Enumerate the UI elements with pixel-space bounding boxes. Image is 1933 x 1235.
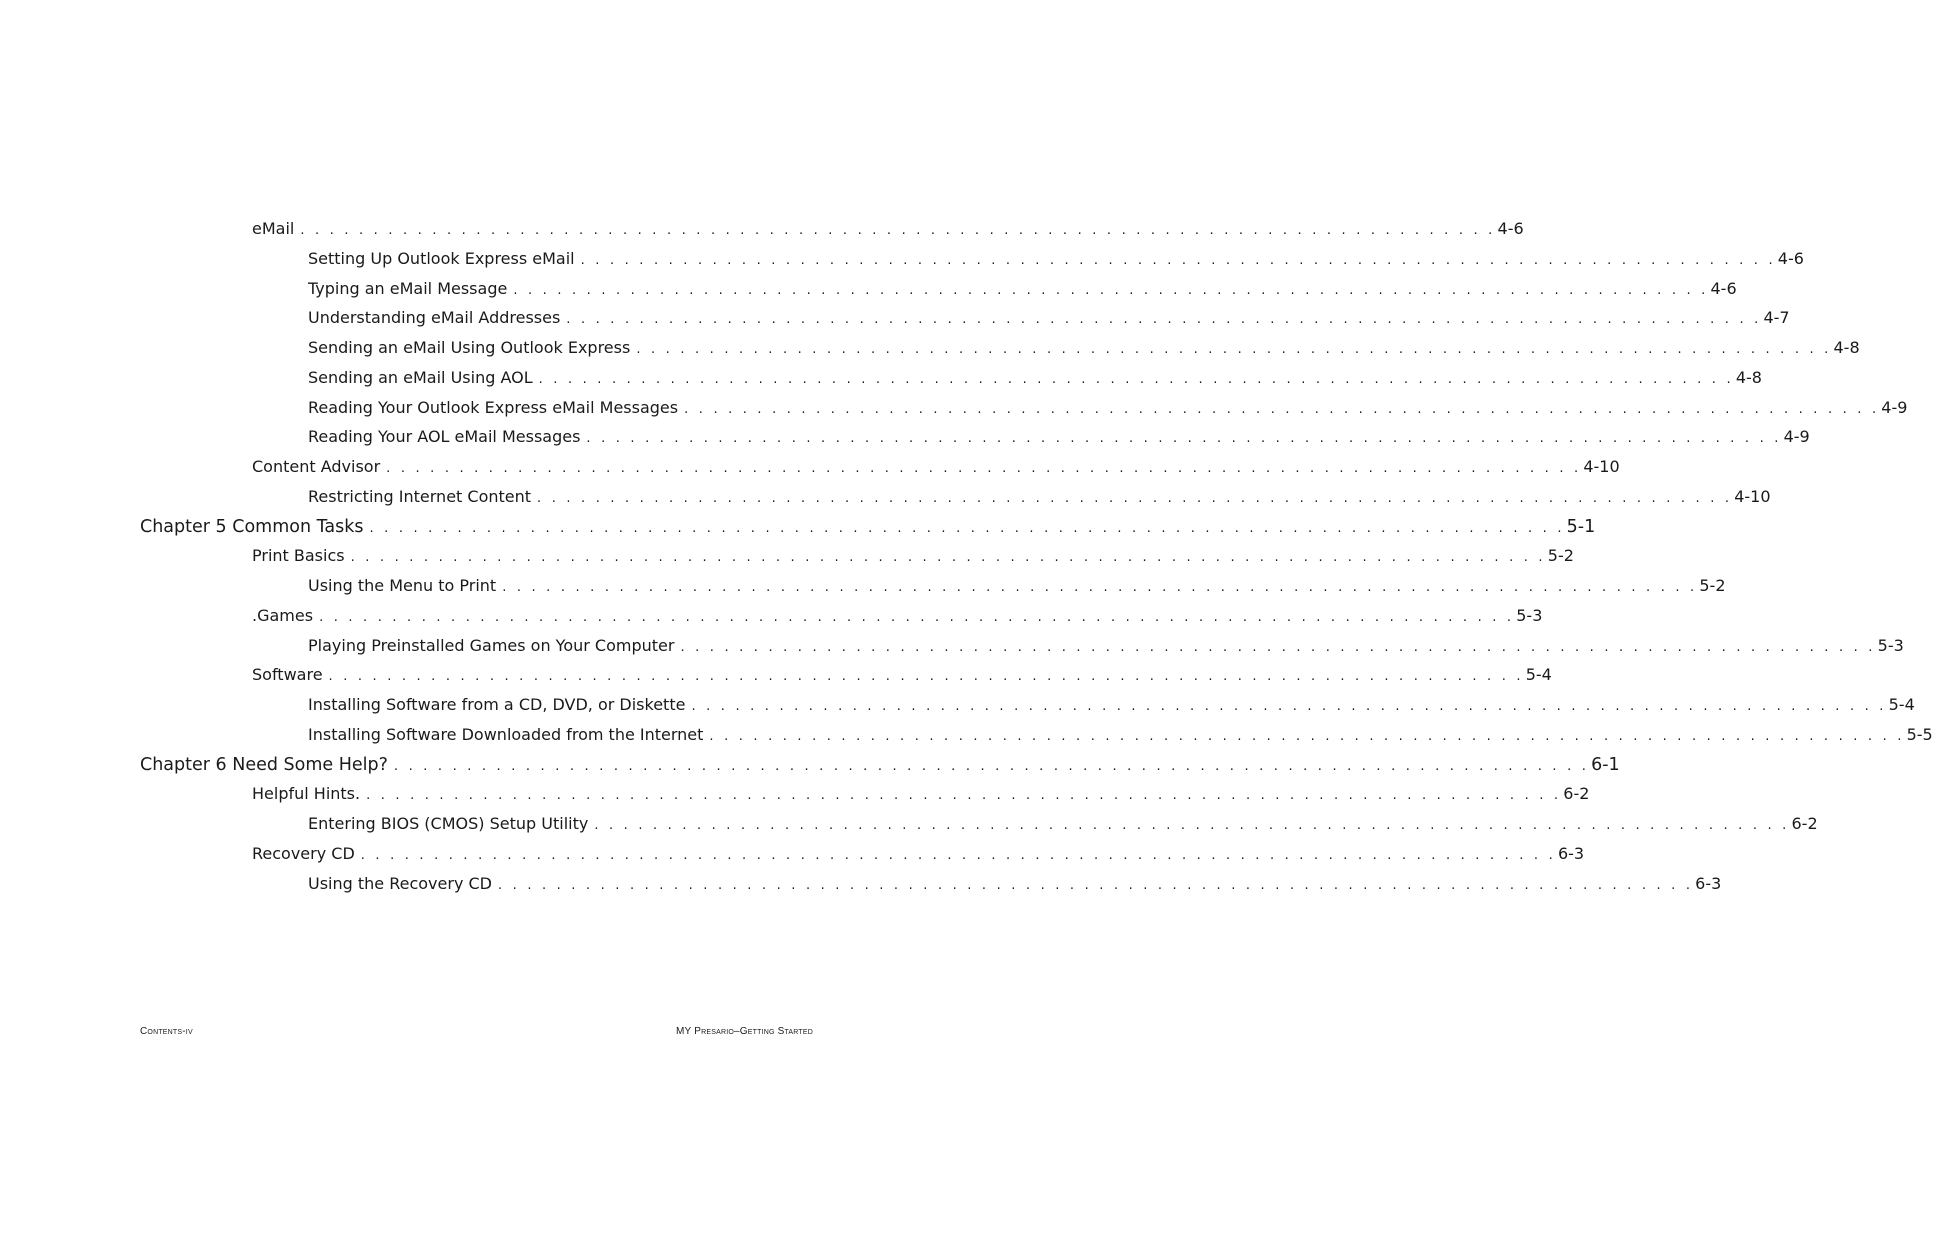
toc-leader-dots: . . . . . . . . . . . . . . . . . . . . . . . . . . . . . . . . . . . . . . . . . . . . . . . . . . . . . . . . . . . . . . . . . . . . . . . . . . . . . . . . . . (538, 371, 1734, 387)
toc-entry-page: 4-7 (1763, 308, 1790, 328)
toc-entry-page: 5-2 (1699, 576, 1726, 595)
toc-entry-title: Restricting Internet Content (308, 486, 532, 506)
toc-leader-dots: . . . . . . . . . . . . . . . . . . . . . . . . . . . . . . . . . . . . . . . . . . . . . . . . . . . . . . . . . . . . . . . . . . . . . . . . . . . . . . . . . . (502, 580, 1698, 595)
toc-leader-dots: . . . . . . . . . . . . . . . . . . . . . . . . . . . . . . . . . . . . . . . . . . . . . . . . . . . . . . . . . . . . . . . . . . . . . . . . . . . . . . . . . . (369, 520, 1565, 536)
toc-chapter-entry (140, 753, 1620, 777)
toc-entry-title: Content Advisor (252, 457, 381, 476)
toc-leader-dots: . . . . . . . . . . . . . . . . . . . . . . . . . . . . . . . . . . . . . . . . . . . . . . . . . . . . . . . . . . . . . . . . . . . . . . . . . . . . . . . . . . (366, 788, 1562, 804)
toc-leader-dots: . . . . . . . . . . . . . . . . . . . . . . . . . . . . . . . . . . . . . . . . . . . . . . . . . . . . . . . . . . . . . . . . . . . . . . . . . . . . . . . . . . (497, 877, 1694, 893)
toc-entry-page: 4-9 (1783, 427, 1810, 447)
toc-entry-page: 4-8 (1735, 367, 1762, 387)
toc-leader-dots: . . . . . . . . . . . . . . . . . . . . . . . . . . . . . . . . . . . . . . . . . . . . . . . . . . . . . . . . . . . . . . . . . . . . . . . . . . . . . . . . . . (537, 490, 1733, 506)
toc-leader-dots: . . . . . . . . . . . . . . . . . . . . . . . . . . . . . . . . . . . . . . . . . . . . . . . . . . . . . . . . . . . . . . . . . . . . . . . . . . . . . . . . . . (691, 699, 1887, 714)
toc-leader-dots: . . . . . . . . . . . . . . . . . . . . . . . . . . . . . . . . . . . . . . . . . . . . . . . . . . . . . . . . . . . . . . . . . . . . . . . . . . . . . . . . . . (580, 252, 1776, 268)
toc-entry (252, 663, 1552, 687)
toc-leader-dots: . . . . . . . . . . . . . . . . . . . . . . . . . . . . . . . . . . . . . . . . . . . . . . . . . . . . . . . . . . . . . . . . . . . . . . . . . . . . . . . . . . (360, 847, 1556, 863)
toc-entry-title: Installing Software from a CD, DVD, or Diskette (308, 695, 686, 714)
toc-entry-title: .Games (252, 605, 314, 625)
toc-entry (252, 782, 1590, 806)
toc-entry-title: Reading Your Outlook Express eMail Messages (308, 397, 679, 417)
toc-entry-page: 5-5 (1906, 724, 1933, 744)
toc-leader-dots: . . . . . . . . . . . . . . . . . . . . . . . . . . . . . . . . . . . . . . . . . . . . . . . . . . . . . . . . . . . . . . . . . . . . . . . . . . . . . . . . . . (566, 312, 1762, 328)
toc-entry (308, 693, 1915, 717)
toc-leader-dots: . . . . . . . . . . . . . . . . . . . . . . . . . . . . . . . . . . . . . . . . . . . . . . . . . . . . . . . . . . . . . . . . . . . . . . . . . . . . . . . . . . (350, 550, 1546, 566)
toc-entry (252, 217, 1524, 241)
toc-entry-page: 5-3 (1877, 635, 1904, 655)
toc-entry-page: 4-8 (1833, 338, 1860, 357)
toc-entry (308, 425, 1810, 449)
toc-entry (308, 306, 1790, 330)
toc-entry-page: 4-10 (1583, 457, 1620, 476)
toc-entry-page: 4-9 (1881, 397, 1908, 417)
toc-entry (308, 812, 1818, 836)
toc-entry-title: Typing an eMail Message (308, 278, 508, 298)
toc-entry-title: Entering BIOS (CMOS) Setup Utility (308, 814, 589, 833)
toc-leader-dots: . . . . . . . . . . . . . . . . . . . . . . . . . . . . . . . . . . . . . . . . . . . . . . . . . . . . . . . . . . . . . . . . . . . . . . . . . . . . . . . . . . (586, 431, 1782, 447)
toc-leader-dots: . . . . . . . . . . . . . . . . . . . . . . . . . . . . . . . . . . . . . . . . . . . . . . . . . . . . . . . . . . . . . . . . . . . . . . . . . . . . . . . . . . (319, 609, 1515, 625)
toc-entry-title: Chapter 5 Common Tasks (140, 516, 364, 537)
footer-book-title: MY Presario–Getting Started (676, 1026, 813, 1037)
toc-leader-dots: . . . . . . . . . . . . . . . . . . . . . . . . . . . . . . . . . . . . . . . . . . . . . . . . . . . . . . . . . . . . . . . . . . . . . . . . . . . . . . . . . . (393, 758, 1590, 774)
toc-leader-dots: . . . . . . . . . . . . . . . . . . . . . . . . . . . . . . . . . . . . . . . . . . . . . . . . . . . . . . . . . . . . . . . . . . . . . . . . . . . . . . . . . . (636, 342, 1832, 357)
toc-entry (252, 544, 1574, 568)
toc-entry-title: Sending an eMail Using Outlook Express (308, 338, 631, 357)
footer-page-label: Contents-iv (140, 1026, 193, 1037)
toc-entry-page: 5-4 (1888, 695, 1915, 714)
toc-entry (308, 366, 1762, 390)
toc-entry-page: 6-3 (1695, 873, 1722, 893)
toc-leader-dots: . . . . . . . . . . . . . . . . . . . . . . . . . . . . . . . . . . . . . . . . . . . . . . . . . . . . . . . . . . . . . . . . . . . . . . . . . . . . . . . . . . (680, 639, 1876, 655)
toc-entry-title: Installing Software Downloaded from the Internet (308, 724, 704, 744)
toc-leader-dots: . . . . . . . . . . . . . . . . . . . . . . . . . . . . . . . . . . . . . . . . . . . . . . . . . . . . . . . . . . . . . . . . . . . . . . . . . . . . . . . . . . (684, 401, 1880, 417)
toc-entry-page: 4-6 (1497, 219, 1524, 238)
toc-entry-page: 6-1 (1591, 754, 1620, 775)
toc-entry-title: Helpful Hints. (252, 784, 361, 804)
toc-entry-title: Print Basics (252, 546, 345, 566)
toc-entry-title: Recovery CD (252, 843, 355, 863)
toc-leader-dots: . . . . . . . . . . . . . . . . . . . . . . . . . . . . . . . . . . . . . . . . . . . . . . . . . . . . . . . . . . . . . . . . . . . . . . . . . . . . . . . . . . (709, 728, 1905, 744)
toc-entry (308, 277, 1737, 301)
toc-entry-title: Reading Your AOL eMail Messages (308, 427, 581, 447)
toc-entry-title: Software (252, 665, 323, 685)
toc-entry-title: Using the Recovery CD (308, 873, 492, 893)
toc-entry (308, 396, 1908, 420)
toc-entry-title: eMail (252, 219, 295, 238)
toc-entry-page: 6-2 (1563, 784, 1590, 804)
toc-entry-page: 5-2 (1547, 546, 1574, 566)
toc-leader-dots: . . . . . . . . . . . . . . . . . . . . . . . . . . . . . . . . . . . . . . . . . . . . . . . . . . . . . . . . . . . . . . . . . . . . . . . . . . . . . . . . . . (386, 461, 1582, 476)
toc-entry-page: 4-6 (1710, 278, 1737, 298)
toc-leader-dots: . . . . . . . . . . . . . . . . . . . . . . . . . . . . . . . . . . . . . . . . . . . . . . . . . . . . . . . . . . . . . . . . . . . . . . . . . . . . . . . . . . (300, 223, 1496, 238)
toc-entry-page: 6-3 (1557, 843, 1585, 863)
toc-entry-page: 6-2 (1791, 814, 1818, 833)
toc-entry-page: 4-6 (1777, 248, 1804, 268)
toc-entry (308, 485, 1771, 509)
toc-entry-page: 5-3 (1516, 605, 1543, 625)
toc-entry-title: Sending an eMail Using AOL (308, 367, 533, 387)
toc-entry (252, 604, 1543, 628)
toc-entry (308, 336, 1860, 360)
toc-entry-title: Playing Preinstalled Games on Your Computer (308, 635, 675, 655)
toc-entry-title: Using the Menu to Print (308, 576, 497, 595)
toc-chapter-entry (140, 515, 1596, 539)
toc-entry (308, 872, 1722, 896)
toc-leader-dots: . . . . . . . . . . . . . . . . . . . . . . . . . . . . . . . . . . . . . . . . . . . . . . . . . . . . . . . . . . . . . . . . . . . . . . . . . . . . . . . . . . (513, 282, 1709, 298)
toc-entry-title: Setting Up Outlook Express eMail (308, 248, 575, 268)
toc-entry (252, 842, 1585, 866)
toc-entry (308, 634, 1904, 658)
toc-entry-title: Understanding eMail Addresses (308, 308, 561, 328)
toc-entry (308, 574, 1726, 598)
toc-entry (308, 723, 1933, 747)
toc-entry-page: 5-1 (1566, 516, 1596, 537)
toc-entry (252, 455, 1620, 479)
toc-leader-dots: . . . . . . . . . . . . . . . . . . . . . . . . . . . . . . . . . . . . . . . . . . . . . . . . . . . . . . . . . . . . . . . . . . . . . . . . . . . . . . . . . . (594, 818, 1790, 833)
toc-leader-dots: . . . . . . . . . . . . . . . . . . . . . . . . . . . . . . . . . . . . . . . . . . . . . . . . . . . . . . . . . . . . . . . . . . . . . . . . . . . . . . . . . . (328, 669, 1524, 685)
toc-entry-title: Chapter 6 Need Some Help? (140, 754, 388, 775)
toc-entry-page: 4-10 (1734, 486, 1771, 506)
toc-entry (308, 247, 1804, 271)
toc-entry-page: 5-4 (1525, 665, 1552, 685)
